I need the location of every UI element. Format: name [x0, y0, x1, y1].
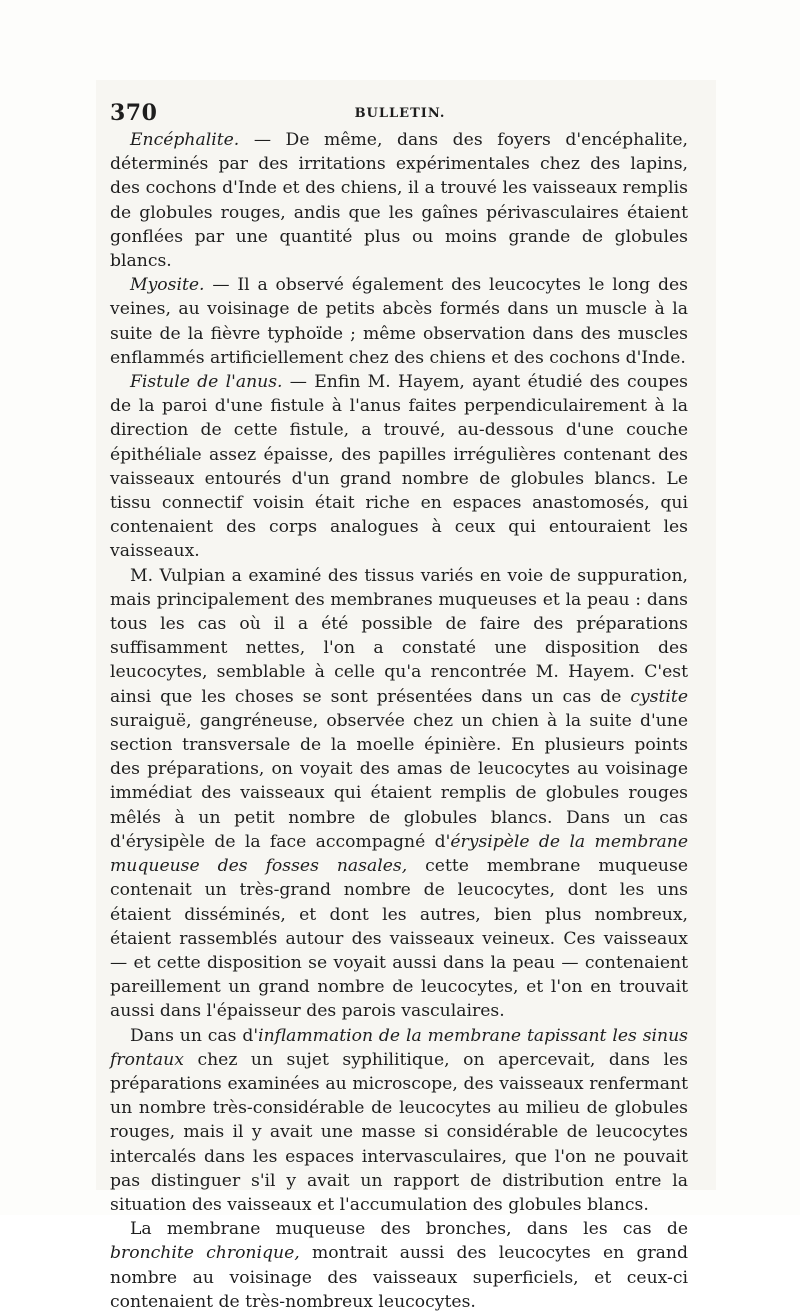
paragraph-text: La membrane muqueuse des bronches, dans les cas de	[130, 1219, 688, 1240]
paragraph-text: montrait aussi des leucocytes en grand nombre au voisinage des vaisseaux superficiels, et ceux-ci contenaient de très-nombreux leucocytes.	[110, 1243, 688, 1312]
italic-term: cystite	[630, 686, 688, 707]
page-header	[110, 100, 690, 130]
paragraph-text: M. Vulpian a examiné des tissus variés en voie de suppuration, mais principalement des membranes muqueuses et la peau : dans tous les cas où il a été possible de faire des préparations suffisamment nettes, l'on a constaté une disposition des leucocytes, semblable à celle qu'a rencontrée M. Hayem. C'est ainsi que les choses se sont présentées dans un cas de	[110, 565, 688, 707]
paragraph-bronches	[110, 1217, 688, 1314]
paragraph-fistule	[110, 370, 688, 564]
running-head: BULLETIN.	[354, 106, 446, 121]
italic-term: bronchite chronique,	[110, 1243, 300, 1264]
paragraph-text: Dans un cas d'	[130, 1025, 259, 1046]
body-text	[110, 128, 688, 1314]
paragraph-text: — De même, dans des foyers d'encéphalite, déterminés par des irritations expérimentales chez des lapins, des cochons d'Inde et des chiens, il a trouvé les vaisseaux remplis de globules rouges, andis que les gaînes périvasculaires étaient gonflées par une quantité plus ou moins grande de globules blancs.	[110, 130, 688, 272]
paragraph-sinus	[110, 1024, 688, 1218]
italic-term: érysipèle de la membrane muqueuse des fosses nasales,	[110, 831, 688, 877]
heading-encephalite: Encéphalite.	[130, 130, 240, 150]
paragraph-text: — Enfin M. Hayem, ayant étudié des coupes de la paroi d'une fistule à l'anus faites perpendiculairement à la direction de cette fistule, a trouvé, au-dessous d'une couche épithéliale assez épaisse, des papilles irrégulières contenant des vaisseaux entourés d'un grand nombre de globules blancs. Le tissu connectif voisin était riche en espaces anastomosés, qui contenaient des corps analogues à ceux qui entouraient les vaisseaux.	[110, 372, 688, 562]
heading-fistule: Fistule de l'anus.	[130, 372, 283, 393]
paragraph-vulpian	[110, 564, 688, 1024]
paragraph-myosite	[110, 273, 688, 370]
paragraph-text: cette membrane muqueuse contenait un très-grand nombre de leucocytes, dont les uns étaient disséminés, et dont les autres, bien plus nombreux, étaient rassemblés autour des vaisseaux veineux. Ces vaisseaux — et cette disposition se voyait aussi dans la peau — contenaient pareillement un grand nombre de leucocytes, et l'on en trouvait aussi dans l'épaisseur des parois vasculaires.	[110, 856, 688, 1022]
page-number: 370	[110, 100, 158, 126]
paragraph-text: suraiguë, gangréneuse, observée chez un chien à la suite d'une section transversale de la moelle épinière. En plusieurs points des préparations, on voyait des amas de leucocytes au voisinage immédiat des vaisseaux qui étaient remplis de globules rouges mêlés à un petit nombre de globules blancs. Dans un cas d'érysipèle de la face accompagné d'	[110, 710, 688, 852]
paragraph-text: — Il a observé également des leucocytes le long des veines, au voisinage de petits abcès formés dans un muscle à la suite de la fièvre typhoïde ; même observation dans des muscles enflammés artificiellement chez des chiens et des cochons d'Inde.	[110, 275, 688, 368]
paragraph-encephalite	[110, 128, 688, 273]
italic-term: inflammation de la membrane tapissant les sinus frontaux	[110, 1025, 688, 1070]
heading-myosite: Myosite.	[130, 275, 205, 296]
paragraph-text: chez un sujet syphilitique, on apercevait, dans les préparations examinées au microscope, des vaisseaux renfermant un nombre très-considérable de leucocytes au milieu de globules rouges, mais il y avait une masse si considérable de leucocytes intercalés dans les espaces intervasculaires, que l'on ne pouvait pas distinguer s'il y avait un rapport de distribution entre la situation des vaisseaux et l'accumulation des globules blancs.	[110, 1049, 688, 1215]
